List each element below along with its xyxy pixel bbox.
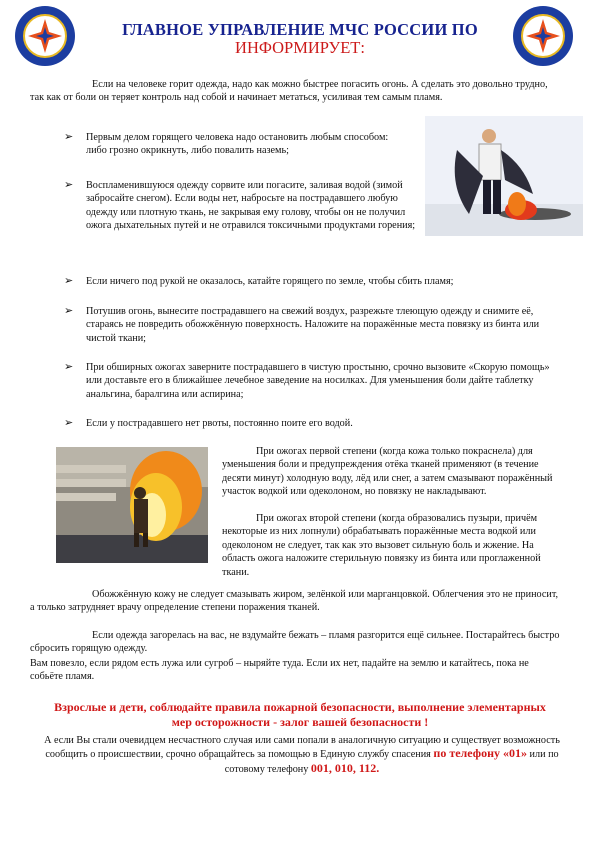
list-item: ➢ Потушив огонь, вынесите пострадавшего на свежий воздух, разрежьте тлеющую одежду и снимите её, стараясь не повредить обожжённую поверхность. Наложите на поражённые места повязку из бинта или чистой ткани; (64, 305, 540, 344)
clothes-on-fire-advice: Если одежда загорелась на вас, не вздумайте бежать – пламя разгорится ещё сильнее. Постарайтесь быстро сбросить горящую одежду. (30, 630, 560, 655)
page-subtitle: ИНФОРМИРУЕТ: (235, 38, 365, 57)
photo-burning-person (56, 447, 208, 563)
list-item: ➢ Воспламенившуюся одежду сорвите или погасите, заливая водой (зимой забросайте снегом). Если воды нет, набросьте на пострадавшего любую одежду или плотную ткань, не закрывая ему голову, чтобы он не получил ожога дыхательных путей и не отравился токсичными продуктами горения; (64, 179, 416, 232)
mobile-numbers: 001, 010, 112. (310, 760, 380, 775)
list-item: ➢ Первым делом горящего человека надо остановить любым способом: либо грозно окрикнуть, либо повалить наземь; (64, 131, 389, 157)
list-item: ➢ Если ничего под рукой не оказалось, катайте горящего по земле, чтобы сбить пламя; (64, 275, 454, 287)
emergency-contact: А если Вы стали очевидцем несчастного случая или сами попали в аналогичную ситуацию и существует возможность сообщить о происшествии, срочно обращайтесь за помощью в Единую службу спасения по телефону «01» или по сотовому телефону 001, 010, 112. (44, 735, 560, 775)
page-title: ГЛАВНОЕ УПРАВЛЕНИЕ МЧС РОССИИ ПО (122, 20, 478, 39)
mchs-emblem-right (512, 5, 574, 67)
burns-second-degree: При ожогах второй степени (когда образовались пузыри, причём некоторые из них лопнули) обрабатывать поражённые места водкой или одеколоном не следует, так как это вызовет сильную боль и жжение. На область ожога наложите стерильную повязку из бинта или проглаженной ткани. (222, 513, 541, 578)
safety-warning: Взрослые и дети, соблюдайте правила пожарной безопасности, выполнение элементарных мер осторожности - залог вашей безопасности ! (54, 700, 546, 729)
phone-01: по телефону «01» (433, 746, 527, 761)
list-item: ➢ При обширных ожогах заверните пострадавшего в чистую простыню, срочно вызовите «Скорую помощь» или доставьте его в ближайшее лечебное заведение на носилках. Для уменьшения боли дайте таблетку анальгина, баралгина или аспирина; (64, 361, 550, 400)
burns-first-degree: При ожогах первой степени (когда кожа только покраснела) для уменьшения боли и предупреждения отёка тканей применяют (в течение десяти минут) холодную воду, лёд или снег, а затем смазывают поражённый участок водкой или одеколоном, но повязку не накладывают. (222, 446, 553, 498)
intro-paragraph: Если на человеке горит одежда, надо как можно быстрее погасить огонь. А сделать это довольно трудно, так как от боли он теряет контроль над собой и начинает метаться, усиливая тем самым пламя. (30, 79, 548, 104)
illustration-extinguish-person (425, 116, 583, 236)
burns-ointment-note: Обожжённую кожу не следует смазывать жиром, зелёнкой или марганцовкой. Облегчения это не приносит, а только затрудняет врачу определение степени поражения тканей. (30, 589, 559, 614)
list-item: ➢ Если у пострадавшего нет рвоты, постоянно поите его водой. (64, 417, 353, 429)
puddle-advice: Вам повезло, если рядом есть лужа или сугроб – ныряйте туда. Если их нет, падайте на землю и катайтесь, пока не собьёте пламя. (30, 658, 529, 683)
mchs-emblem-left (14, 5, 76, 67)
